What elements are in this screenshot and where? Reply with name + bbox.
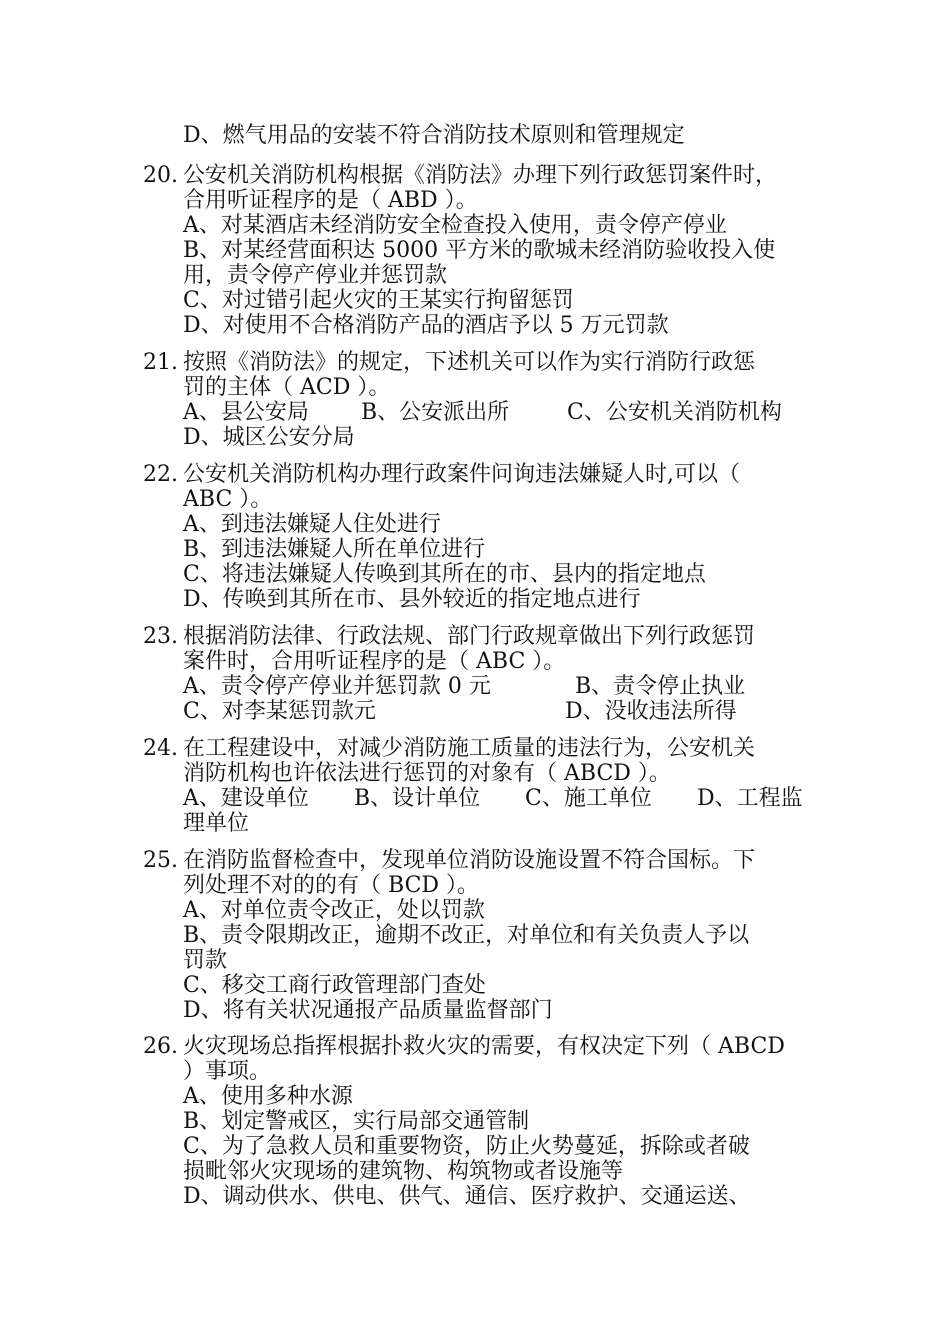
question-number: 26. <box>143 1034 178 1059</box>
option-a: A、到违法嫌疑人住处进行 <box>183 512 441 537</box>
question-stem-line: 按照《消防法》的规定，下述机关可以作为实行消防行政惩 <box>183 350 756 375</box>
option-d: D、没收违法所得 <box>565 699 737 724</box>
question-23 <box>143 624 823 724</box>
option-a: A、使用多种水源 <box>183 1084 353 1109</box>
carryover-option: D、燃气用品的安装不符合消防技术原则和管理规定 <box>183 123 685 148</box>
option-c: C、移交工商行政管理部门查处 <box>183 973 486 998</box>
question-number: 25. <box>143 848 178 873</box>
question-stem-line: 火灾现场总指挥根据扑救火灾的需要，有权决定下列（ ABCD <box>183 1034 785 1059</box>
question-stem-line: 消防机构也许依法进行惩罚的对象有（ ABCD ）。 <box>183 761 671 786</box>
option-c: C、对李某惩罚款元 <box>183 699 376 724</box>
question-stem-line: 根据消防法律、行政法规、部门行政规章做出下列行政惩罚 <box>183 624 756 649</box>
option-a: A、建设单位 <box>183 786 309 811</box>
option-row <box>183 400 823 425</box>
option-d: D、对使用不合格消防产品的酒店予以 5 万元罚款 <box>183 313 669 338</box>
question-22 <box>143 462 823 612</box>
option-d-continued: 理单位 <box>183 811 250 836</box>
option-d: D、调动供水、供电、供气、通信、医疗救护、交通运送、 <box>183 1184 751 1209</box>
option-d: D、城区公安分局 <box>183 425 355 450</box>
question-stem-line: 案件时，合用听证程序的是（ ABC ）。 <box>183 649 566 674</box>
question-stem-line: ）事项。 <box>183 1059 272 1084</box>
option-a: A、县公安局 <box>183 400 309 425</box>
option-b: B、设计单位 <box>354 786 481 811</box>
question-21 <box>143 350 823 450</box>
option-b-line-2: 用，责令停产停业并惩罚款 <box>183 263 448 288</box>
option-d: D、传唤到其所在市、县外较近的指定地点进行 <box>183 587 641 612</box>
question-20 <box>143 163 823 338</box>
option-b: B、划定警戒区，实行局部交通管制 <box>183 1109 530 1134</box>
question-stem-line: 合用听证程序的是（ ABD ）。 <box>183 188 478 213</box>
option-d: D、将有关状况通报产品质量监督部门 <box>183 998 553 1023</box>
option-row <box>183 674 823 699</box>
option-b-line-1: B、对某经营面积达 5000 平方米的歌城未经消防验收投入使 <box>183 238 776 263</box>
question-stem-line: 公安机关消防机构办理行政案件问询违法嫌疑人时,可以（ <box>183 462 740 487</box>
option-c: C、公安机关消防机构 <box>567 400 782 425</box>
question-stem-line: 在工程建设中，对减少消防施工质量的违法行为，公安机关 <box>183 736 756 761</box>
option-b-line-2: 罚款 <box>183 948 228 973</box>
option-a: A、责令停产停业并惩罚款 0 元 <box>183 674 491 699</box>
option-c: C、施工单位 <box>525 786 652 811</box>
option-c: C、将违法嫌疑人传唤到其所在的市、县内的指定地点 <box>183 562 706 587</box>
option-b: B、责令停止执业 <box>575 674 746 699</box>
option-a: A、对某酒店未经消防安全检查投入使用，责令停产停业 <box>183 213 727 238</box>
question-26 <box>143 1034 823 1209</box>
option-c: C、对过错引起火灾的王某实行拘留惩罚 <box>183 288 574 313</box>
option-b-line-1: B、责令限期改正，逾期不改正，对单位和有关负责人予以 <box>183 923 750 948</box>
option-c-line-2: 损毗邻火灾现场的建筑物、构筑物或者设施等 <box>183 1159 624 1184</box>
question-stem-line: 列处理不对的的有（ BCD ）。 <box>183 873 480 898</box>
option-row <box>183 786 823 811</box>
option-b: B、公安派出所 <box>361 400 510 425</box>
option-row <box>183 699 823 724</box>
option-c-line-1: C、为了急救人员和重要物资，防止火势蔓延，拆除或者破 <box>183 1134 750 1159</box>
question-number: 20. <box>143 163 178 188</box>
option-b: B、到违法嫌疑人所在单位进行 <box>183 537 486 562</box>
question-stem-line: ABC ）。 <box>183 487 273 512</box>
question-stem-line: 公安机关消防机构根据《消防法》办理下列行政惩罚案件时， <box>183 163 778 188</box>
question-25 <box>143 848 823 1023</box>
option-a: A、对单位责令改正，处以罚款 <box>183 898 485 923</box>
question-stem-line: 罚的主体（ ACD ）。 <box>183 375 391 400</box>
question-stem-line: 在消防监督检查中，发现单位消防设施设置不符合国标。下 <box>183 848 756 873</box>
option-d: D、工程监 <box>697 786 803 811</box>
question-number: 24. <box>143 736 178 761</box>
question-24 <box>143 736 823 836</box>
question-number: 22. <box>143 462 178 487</box>
question-number: 23. <box>143 624 178 649</box>
question-number: 21. <box>143 350 178 375</box>
